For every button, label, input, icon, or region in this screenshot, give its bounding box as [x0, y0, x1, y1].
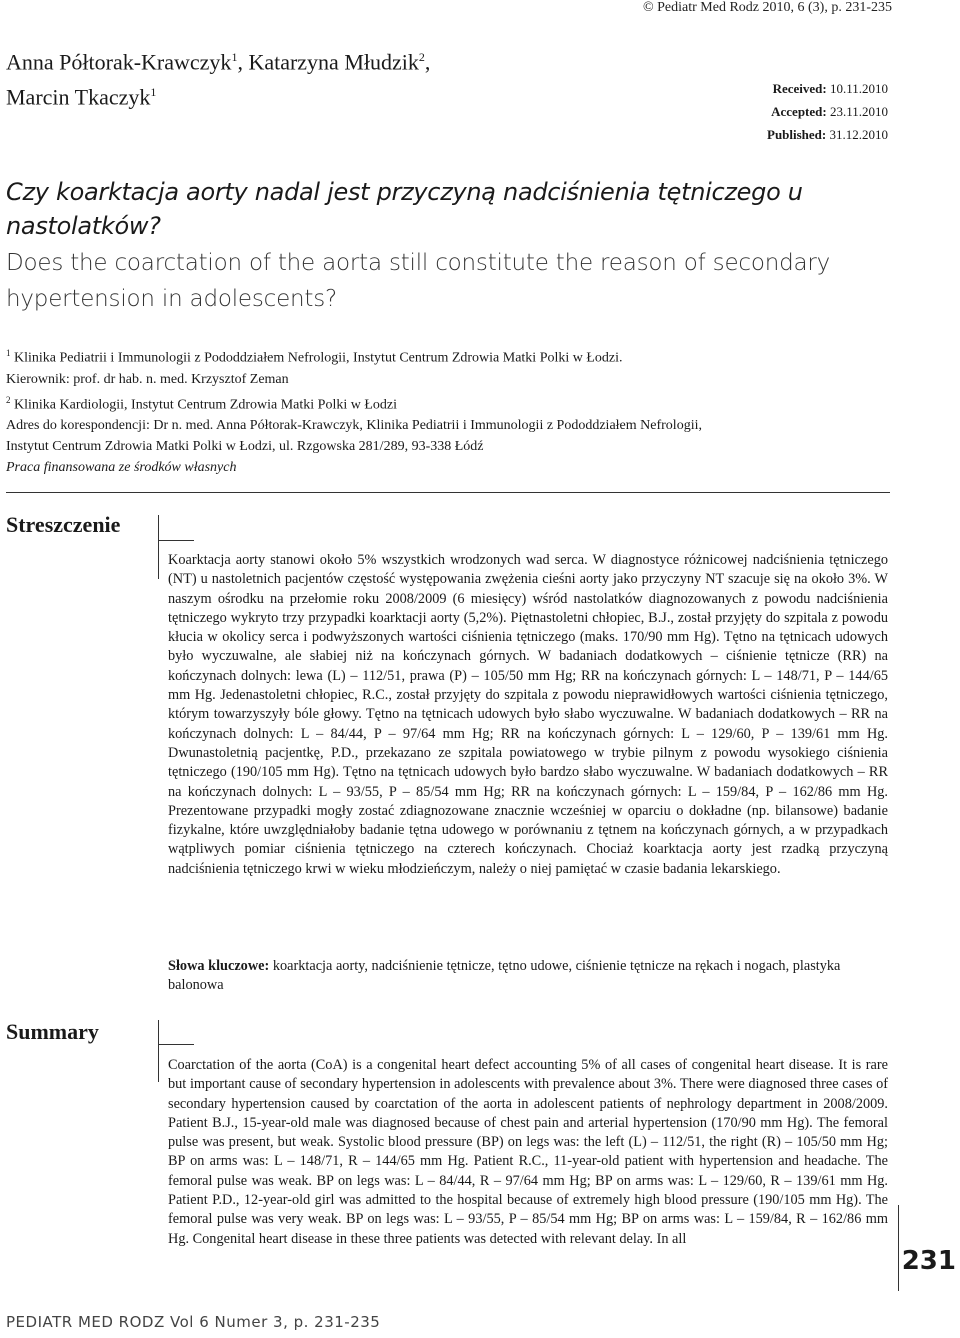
funding-note: Praca finansowana ze środków własnych [6, 460, 237, 476]
published-label: Published: [767, 127, 827, 142]
streszczenie-vbar [158, 515, 159, 579]
section-divider [6, 492, 890, 493]
keywords-list: koarktacja aorty, nadciśnienie tętnicze, tętno udowe, ciśnienie tętnicze na rękach i nogach, plastyka balonowa [168, 958, 841, 994]
affiliation-sup: 2 [6, 394, 11, 405]
affiliation-2: Klinika Kardiologii, Instytut Centrum Zdrowia Matki Polki w Łodzi [10, 397, 398, 413]
page-number: 231 [901, 1246, 956, 1276]
summary-text: Coarctation of the aorta (CoA) is a congenital heart defect accounting 5% of all cases of congenital heart disease. It is rare but important cause of secondary hypertension in adolescents with prevalence about 3%. There were diagnosed three cases of secondary hypertension caused by coarctation of the aorta in adolescent patients of nephrology department in 2008/2009. Patient B.J., 15-year-old male was diagnosed because of chest pain and arterial hypertension (170/90 mm Hg). The femoral pulse was present, but weak. Systolic blood pressure (BP) on legs was: the left (L) – 112/51, the right (R) – 105/50 mm Hg; BP on arms was: L – 148/71, R – 144/65 mm Hg. Patient R.C., 11-year-old patient with hypertension and headache. The femoral pulse was weak. BP on legs was: L – 84/44, R – 97/64 mm Hg; BP on arms was: L – 129/60, R – 139/61 mm Hg. Patient P.D., 12-year-old girl was admitted to the hospital because of extremely high blood pressure (190/105 mm Hg). The femoral pulse was very weak. BP on legs was: L – 93/55, P – 85/54 mm Hg; BP on arms was: L – 159/84, R – 162/86 mm Hg. Congenital heart disease in these three patients was detected with relevant delay. In all [168, 1057, 888, 1247]
title-polish: Czy koarktacja aorty nadal jest przyczyną nadciśnienia tętniczego u nastolatków? [6, 178, 803, 240]
author-name: , Katarzyna Młudzik [237, 49, 419, 75]
keywords-label: Słowa kluczowe: [168, 958, 270, 974]
affiliation-1: Klinika Pediatrii i Immunologii z Pododdziałem Nefrologii, Instytut Centrum Zdrowia Matki Polki w Łodzi. [10, 350, 623, 366]
title-english: Does the coarctation of the aorta still constitute the reason of secondary hypertension in adolescents? [6, 250, 831, 312]
page-number-bar [898, 1205, 899, 1291]
author-list [6, 42, 566, 113]
summary-vbar [158, 1020, 159, 1082]
correspondence-address-cont: Instytut Centrum Zdrowia Matki Polki w Łodzi, ul. Rzgowska 281/289, 93-338 Łódź [6, 439, 484, 455]
affiliation-sup: 1 [150, 85, 157, 100]
summary-heading: Summary [6, 1019, 99, 1044]
author-name: Marcin Tkaczyk [6, 84, 151, 110]
received-label: Received: [772, 81, 827, 96]
accepted-label: Accepted: [771, 104, 827, 119]
affiliation-sup: 2 [418, 50, 425, 64]
journal-footer: PEDIATR MED RODZ Vol 6 Numer 3, p. 231-235 [6, 1313, 381, 1331]
correspondence-address: Adres do korespondencji: Dr n. med. Anna Półtorak-Krawczyk, Klinika Pediatrii i Immunologii z Pododdziałem Nefrologii, [6, 418, 702, 434]
streszczenie-rule [158, 540, 194, 541]
streszczenie-text: Koarktacja aorty stanowi około 5% wszystkich wrodzonych wad serca. W diagnostyce różnicowej nadciśnienia tętniczego (NT) u nastoletnich pacjentów częstość występowania zwężenia cieśni aorty jako przyczyny NT szacuje się na około 3%. W naszym ośrodku na przełomie roku 2008/2009 (6 miesięcy) wśród nastolatków diagnozowanych z powodu nadciśnienia tętniczego wykryto trzy przypadki koarktacji aorty (5,2%). Piętnastoletni chłopiec, B.J., został przyjęty do szpitala z powodu kłucia w okolicy serca i podwyższonych wartości ciśnienia tętniczego (maks. 170/90 mm Hg). Tętno na tętnicach udowych było wyczuwalne, ale słabiej niż na kończynach górnych. W badaniach dodatkowych – ciśnienie tętnicze (RR) na kończynach dolnych: lewa (L) – 112/51, prawa (P) – 105/50 mm Hg; RR na kończynach górnych: L – 148/71, P – 144/65 mm Hg. Jedenastoletni chłopiec, R.C., został przyjęty do szpitala z powodu nieprawidłowych wartości ciśnienia tętniczego, którym towarzyszyły bóle głowy. Tętno na tętnicach udowych było słabo wyczuwalne. W badaniach dodatkowych – RR na kończynach dolnych: L – 84/44, P – 97/64 mm Hg; RR na kończynach górnych: L – 129/60, P – 139/61 mm Hg. Dwunastoletnią pacjentkę, P.D., przekazano ze szpitala powiatowego w trybie pilnym z powodu wysokiego ciśnienia tętniczego (190/105 mm Hg). Tętno na tętnicach udowych było bardzo słabo wyczuwalne. W badaniach dodatkowych – RR na kończynach dolnych: L – 93/55, P – 85/54 mm Hg; RR na kończynach górnych: L – 159/84, P – 162/86 mm Hg. Prezentowane przypadki mogły zostać zdiagnozowane znacznie wcześniej w oparciu o dokładne (np. bilansowe) badanie fizykalne, które uwzględniałoby badanie tętna udowego w porównaniu z tętnem na kończynach górnych, a w przypadkach wątpliwych pomiar ciśnienia tętniczego na czterech kończynach. Chociaż koarktacja aorty jest rzadką przyczyną nadciśnienia tętniczego krwi w wieku młodzieńczym, należy o niej pamiętać w czasie badania lekarskiego. [168, 552, 888, 877]
author-separator: , [424, 49, 431, 75]
streszczenie-heading: Streszczenie [6, 512, 121, 537]
author-name: Anna Półtorak-Krawczyk [6, 49, 232, 75]
department-head: Kierownik: prof. dr hab. n. med. Krzysztof Zeman [6, 371, 289, 387]
journal-citation: © Pediatr Med Rodz 2010, 6 (3), p. 231-235 [643, 0, 892, 15]
affiliation-sup: 1 [6, 348, 11, 358]
published-date: 31.12.2010 [829, 127, 888, 142]
affiliations [6, 343, 906, 478]
summary-rule [158, 1044, 194, 1045]
accepted-date: 23.11.2010 [829, 104, 888, 119]
affiliation-sup: 1 [231, 50, 238, 64]
article-dates [767, 77, 888, 146]
keywords [168, 957, 888, 996]
received-date: 10.11.2010 [829, 81, 888, 96]
